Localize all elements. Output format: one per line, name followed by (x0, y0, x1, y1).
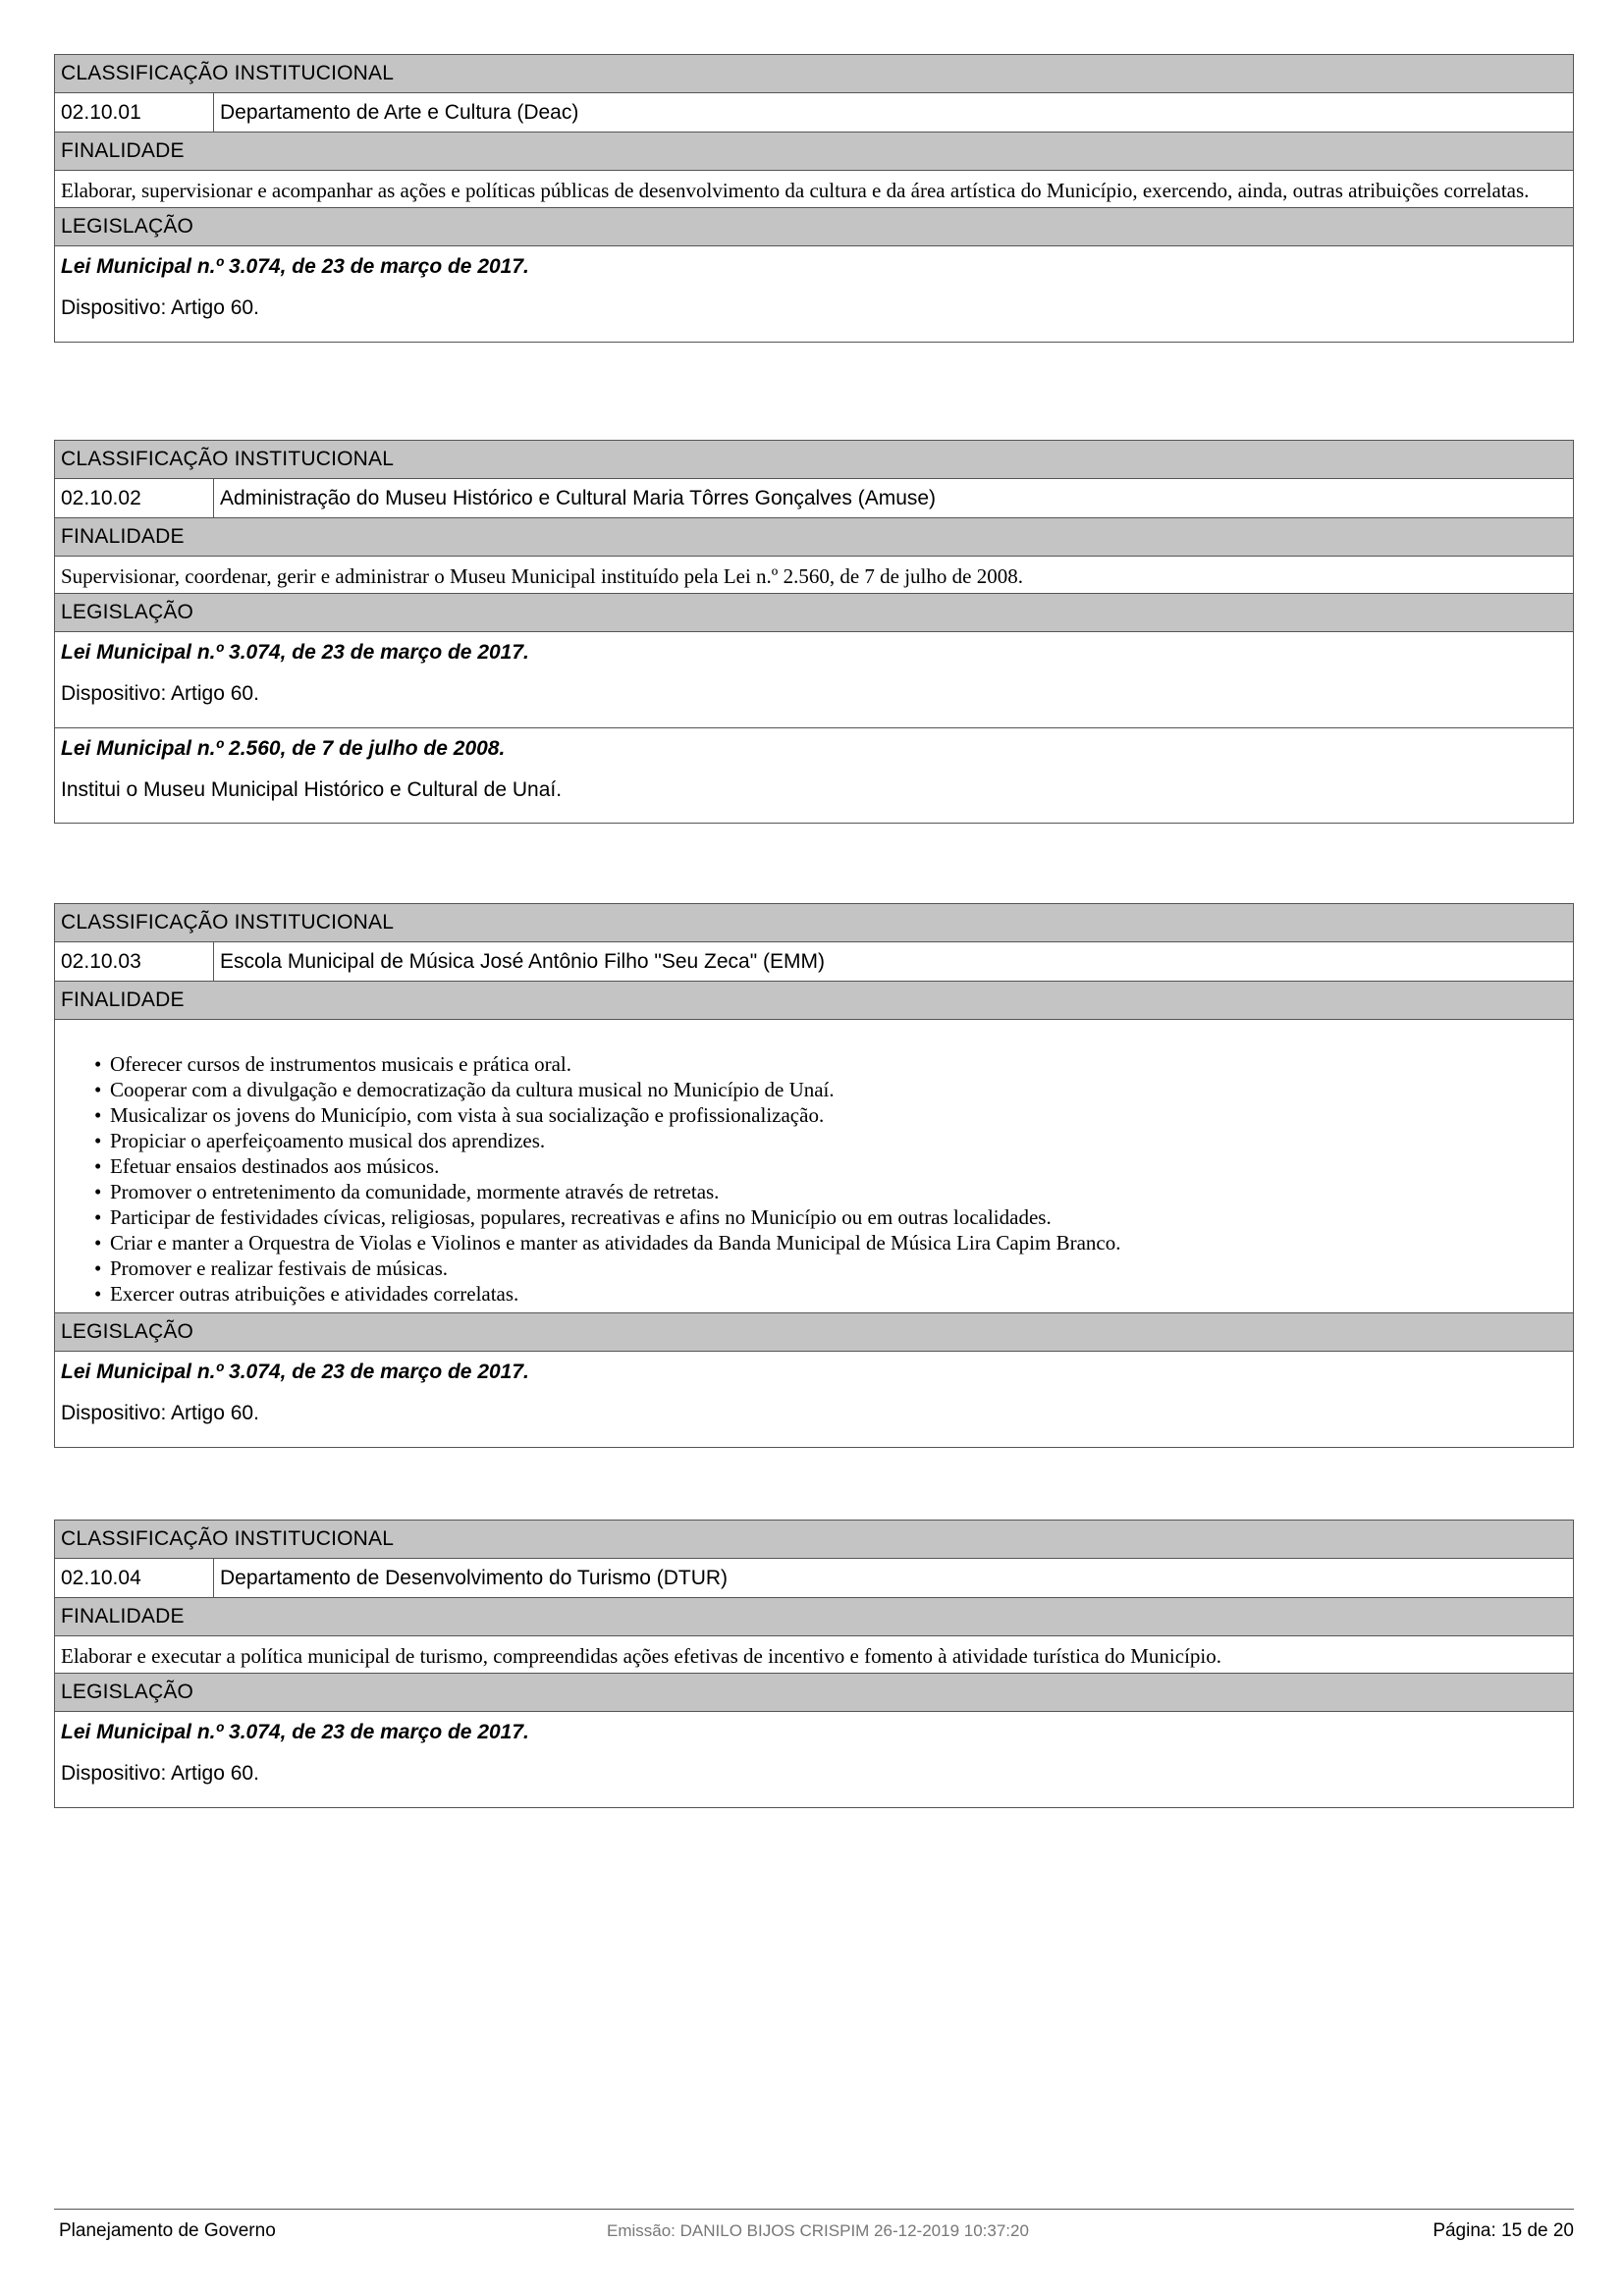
law-detail: Dispositivo: Artigo 60. (61, 682, 259, 705)
law-detail: Dispositivo: Artigo 60. (61, 1762, 259, 1785)
classificacao-row (55, 1559, 1573, 1598)
law-detail: Dispositivo: Artigo 60. (61, 1402, 259, 1424)
classificacao-code: 02.10.04 (55, 1559, 214, 1597)
finalidade-text: Supervisionar, coordenar, gerir e administrar o Museu Municipal instituído pela Lei n.º 2.560, de 7 de julho de 2008. (55, 557, 1573, 594)
list-item: • Propiciar o aperfeiçoamento musical dos aprendizes. (110, 1128, 1567, 1153)
classificacao-name: Administração do Museu Histórico e Cultural Maria Tôrres Gonçalves (Amuse) (220, 487, 937, 509)
legislacao-header: LEGISLAÇÃO (55, 1674, 1573, 1712)
classificacao-name: Departamento de Arte e Cultura (Deac) (220, 101, 579, 124)
classificacao-name: Departamento de Desenvolvimento do Turismo (DTUR) (220, 1567, 729, 1589)
finalidade-text: Elaborar, supervisionar e acompanhar as ações e políticas públicas de desenvolvimento da cultura e da área artística do Município, exercendo, ainda, outras atribuições correlatas. (55, 171, 1573, 208)
list-item: • Promover e realizar festivais de músicas. (110, 1255, 1567, 1281)
footer-page-number: Página: 15 de 20 (1433, 2220, 1574, 2241)
legislacao-entry (55, 632, 1573, 727)
classificacao-header: CLASSIFICAÇÃO INSTITUCIONAL (55, 55, 1573, 93)
finalidade-text: Elaborar e executar a política municipal de turismo, compreendidas ações efetivas de incentivo e fomento à atividade turística do Município. (55, 1636, 1573, 1674)
classificacao-code: 02.10.03 (55, 942, 214, 981)
legislacao-header: LEGISLAÇÃO (55, 1313, 1573, 1352)
law-title: Lei Municipal n.º 2.560, de 7 de julho de 2008. (61, 737, 506, 760)
list-item: • Efetuar ensaios destinados aos músicos. (110, 1153, 1567, 1179)
legislacao-entry (55, 727, 1573, 823)
legislacao-entry (55, 246, 1573, 342)
law-title: Lei Municipal n.º 3.074, de 23 de março de 2017. (61, 1361, 529, 1383)
legislacao-header: LEGISLAÇÃO (55, 208, 1573, 246)
law-detail: Institui o Museu Municipal Histórico e Cultural de Unaí. (61, 778, 563, 801)
list-item: • Oferecer cursos de instrumentos musicais e prática oral. (110, 1051, 1567, 1077)
classificacao-code: 02.10.01 (55, 93, 214, 132)
classificacao-name: Escola Municipal de Música José Antônio Filho "Seu Zeca" (EMM) (220, 950, 826, 973)
classificacao-header: CLASSIFICAÇÃO INSTITUCIONAL (55, 1521, 1573, 1559)
legislacao-entry (55, 1712, 1573, 1807)
classificacao-header: CLASSIFICAÇÃO INSTITUCIONAL (55, 904, 1573, 942)
list-item: • Promover o entretenimento da comunidade, mormente através de retretas. (110, 1179, 1567, 1204)
law-detail: Dispositivo: Artigo 60. (61, 296, 259, 319)
law-title: Lei Municipal n.º 3.074, de 23 de março de 2017. (61, 641, 529, 664)
record-block-2 (54, 440, 1574, 824)
list-item: • Cooperar com a divulgação e democratização da cultura musical no Município de Unaí. (110, 1077, 1567, 1102)
list-item: • Criar e manter a Orquestra de Violas e Violinos e manter as atividades da Banda Municipal de Música Lira Capim Branco. (110, 1230, 1567, 1255)
finalidade-header: FINALIDADE (55, 518, 1573, 557)
law-title: Lei Municipal n.º 3.074, de 23 de março de 2017. (61, 255, 529, 278)
legislacao-header: LEGISLAÇÃO (55, 594, 1573, 632)
footer-left: Planejamento de Governo (59, 2220, 276, 2241)
finalidade-header: FINALIDADE (55, 1598, 1573, 1636)
list-item: • Exercer outras atribuições e atividades correlatas. (110, 1281, 1567, 1307)
classificacao-header: CLASSIFICAÇÃO INSTITUCIONAL (55, 441, 1573, 479)
classificacao-row (55, 93, 1573, 133)
finalidade-header: FINALIDADE (55, 982, 1573, 1020)
legislacao-entry (55, 1352, 1573, 1447)
list-item: • Musicalizar os jovens do Município, com vista à sua socialização e profissionalização. (110, 1102, 1567, 1128)
finalidade-header: FINALIDADE (55, 133, 1573, 171)
record-block-1 (54, 54, 1574, 343)
classificacao-row (55, 479, 1573, 518)
record-block-4 (54, 1520, 1574, 1808)
footer-divider (54, 2209, 1574, 2210)
footer-emission: Emissão: DANILO BIJOS CRISPIM 26-12-2019 10:37:20 (607, 2221, 1029, 2240)
record-block-3 (54, 903, 1574, 1448)
law-title: Lei Municipal n.º 3.074, de 23 de março de 2017. (61, 1721, 529, 1743)
classificacao-code: 02.10.02 (55, 479, 214, 517)
classificacao-row (55, 942, 1573, 982)
list-item: • Participar de festividades cívicas, religiosas, populares, recreativas e afins no Município ou em outras localidades. (110, 1204, 1567, 1230)
finalidade-list (55, 1020, 1573, 1313)
